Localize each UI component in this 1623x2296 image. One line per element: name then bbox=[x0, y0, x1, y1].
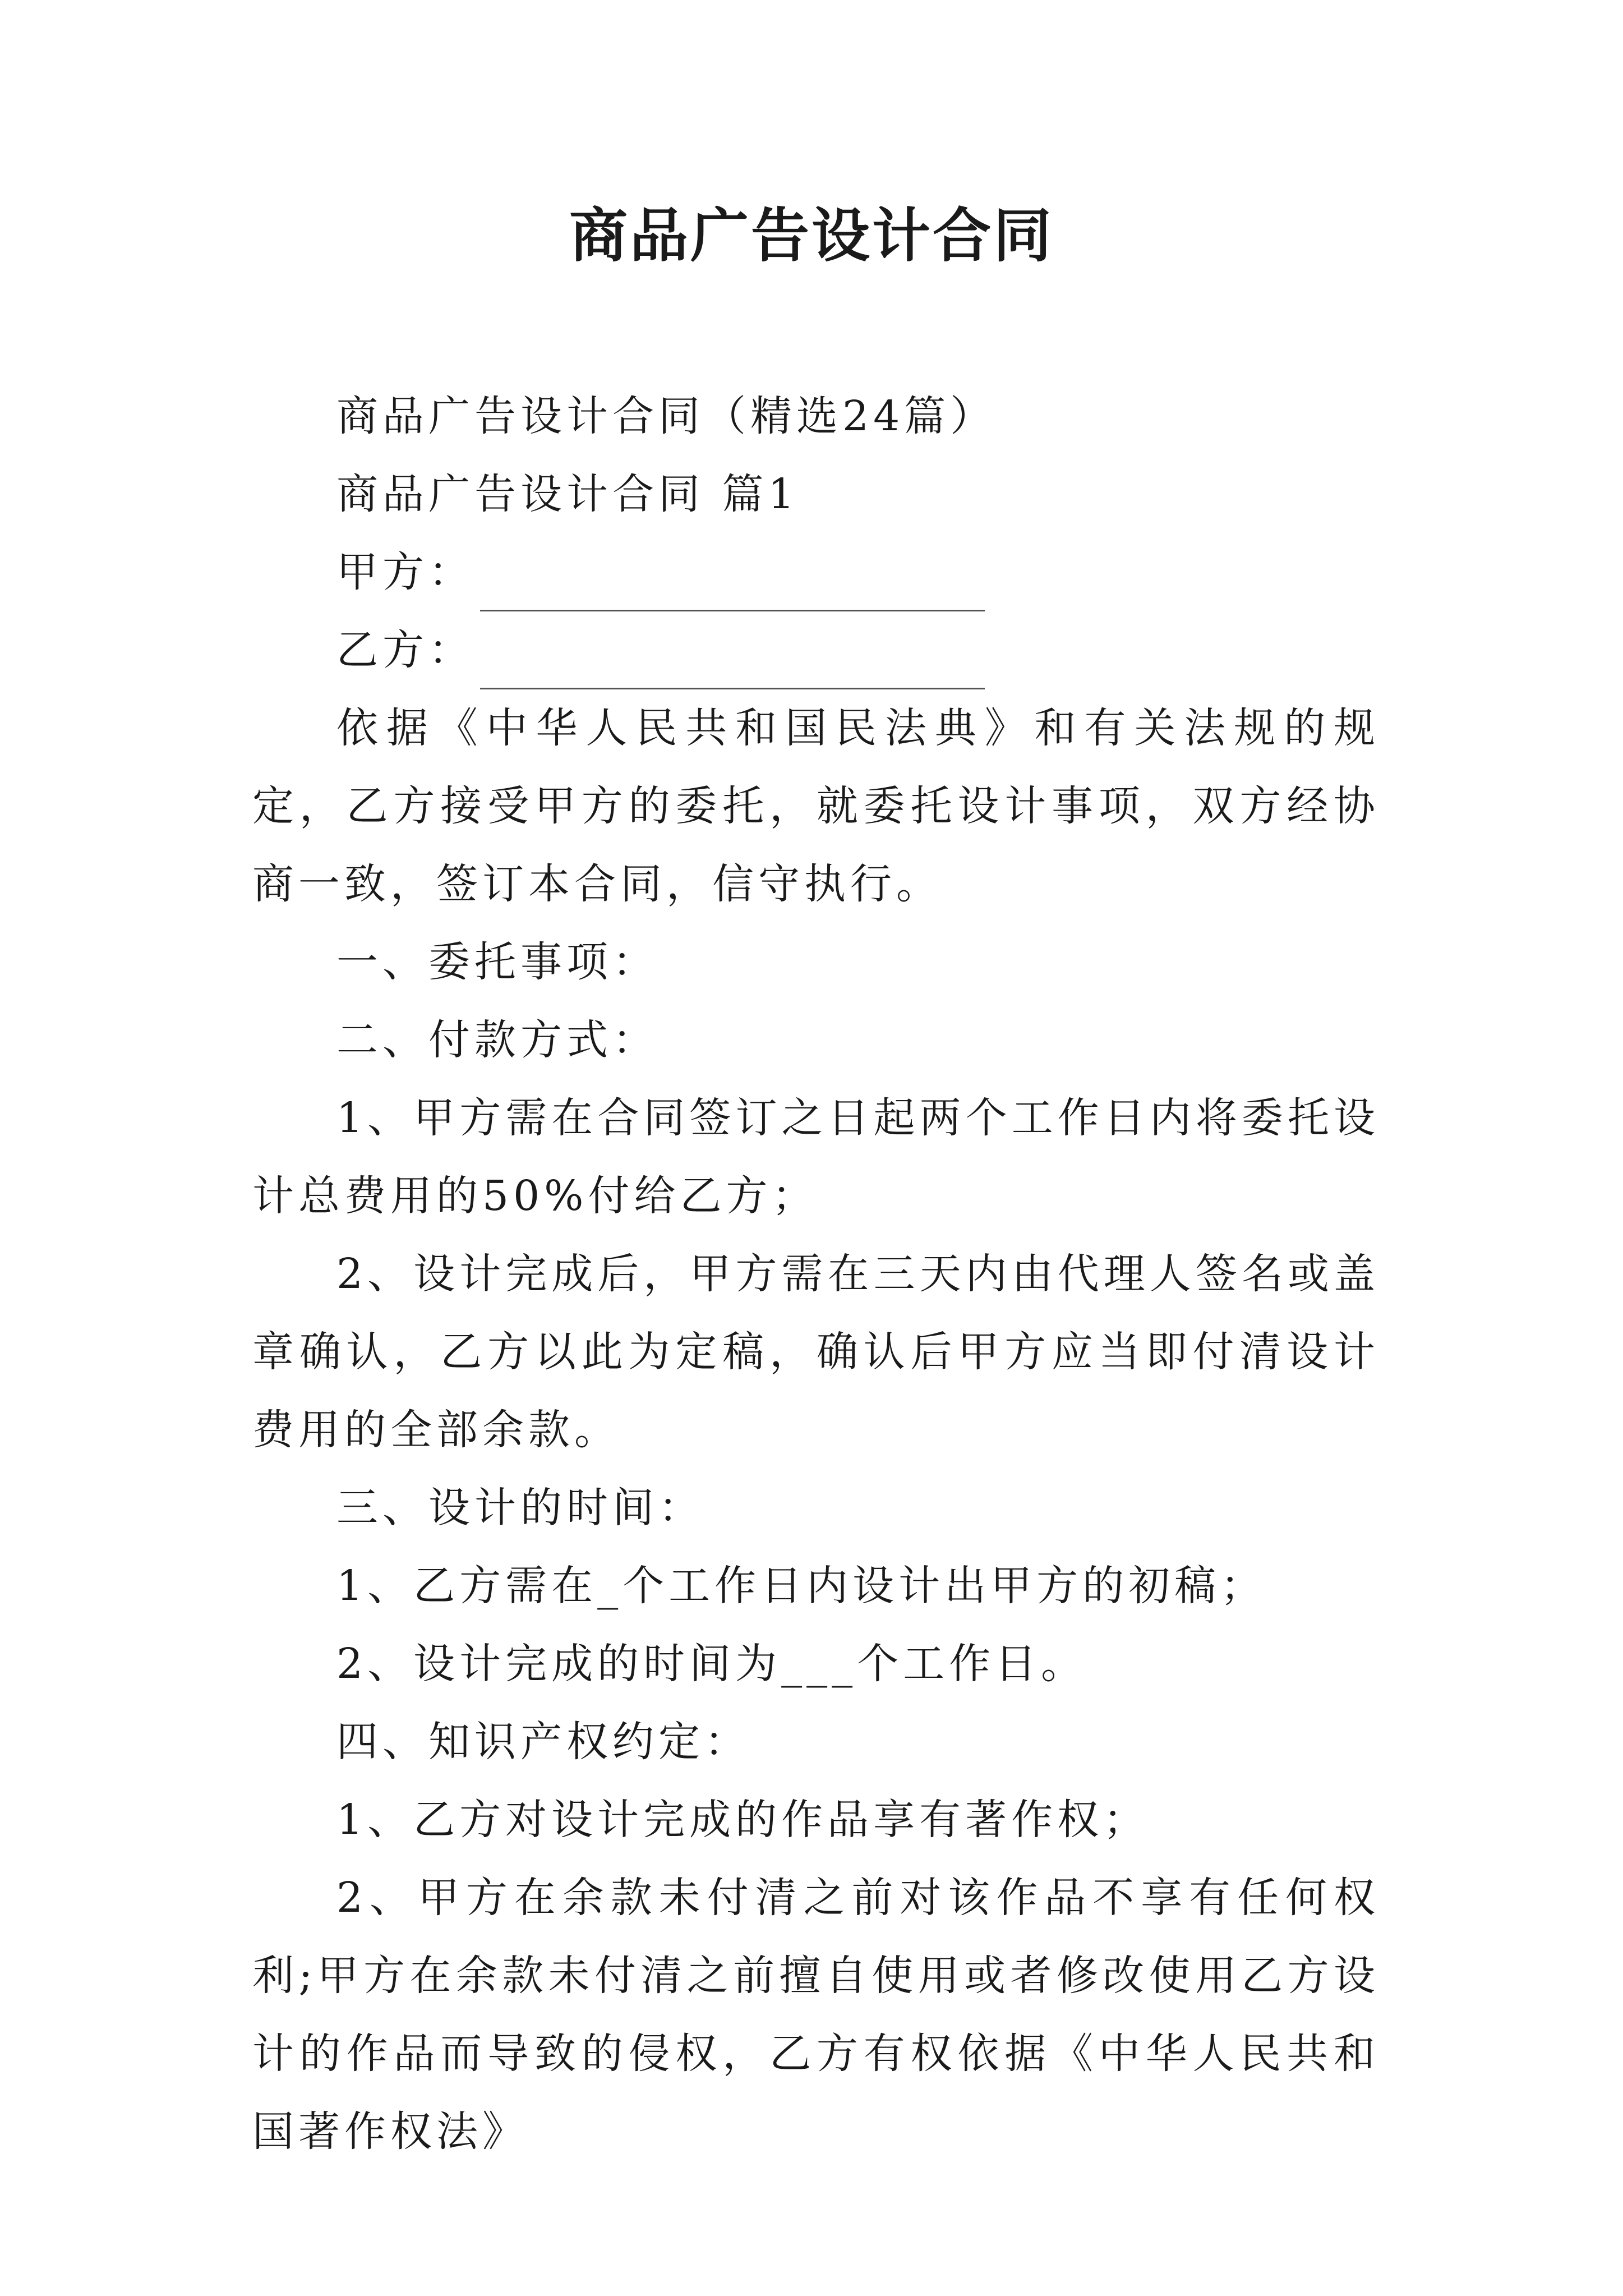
clause-4-item-1: 1、乙方对设计完成的作品享有著作权； bbox=[336, 1796, 1150, 1844]
party-a-line bbox=[252, 533, 1380, 611]
paragraph-intro: 依据《中华人民共和国民法典》和有关法规的规定，乙方接受甲方的委托，就委托设计事项，双方经协商一致，签订本合同，信守执行。 bbox=[252, 704, 1380, 908]
document-subtitle: 商品广告设计合同（精选24篇） bbox=[336, 392, 997, 440]
clause-3-item-2: 2、设计完成的时间为___个工作日。 bbox=[336, 1640, 1087, 1688]
clause-heading-4: 四、知识产权约定： bbox=[336, 1718, 750, 1766]
document-title: 商品广告设计合同 bbox=[569, 201, 1054, 270]
clause-3-item-1: 1、乙方需在_个工作日内设计出甲方的初稿； bbox=[336, 1562, 1267, 1610]
section-heading: 商品广告设计合同 篇1 bbox=[336, 470, 799, 518]
party-a-blank bbox=[480, 559, 985, 611]
clause-2-item-1: 1、甲方需在合同签订之日起两个工作日内将委托设计总费用的50%付给乙方； bbox=[252, 1094, 1380, 1220]
clause-heading-1: 一、委托事项： bbox=[336, 938, 658, 986]
party-a-label: 甲方： bbox=[336, 548, 474, 596]
party-b-blank bbox=[480, 637, 985, 689]
document-body bbox=[252, 378, 1380, 2171]
party-b-line bbox=[252, 611, 1380, 689]
clause-2-item-2: 2、设计完成后，甲方需在三天内由代理人签名或盖章确认，乙方以此为定稿，确认后甲方应当即付清设计费用的全部余款。 bbox=[252, 1250, 1380, 1454]
clause-heading-2: 二、付款方式： bbox=[336, 1016, 658, 1064]
clause-heading-3: 三、设计的时间： bbox=[336, 1484, 704, 1532]
party-b-label: 乙方： bbox=[336, 626, 474, 674]
clause-4-item-2: 2、甲方在余款未付清之前对该作品不享有任何权利;甲方在余款未付清之前擅自使用或者修改使用乙方设计的作品而导致的侵权，乙方有权依据《中华人民共和国著作权法》 bbox=[252, 1874, 1380, 2156]
